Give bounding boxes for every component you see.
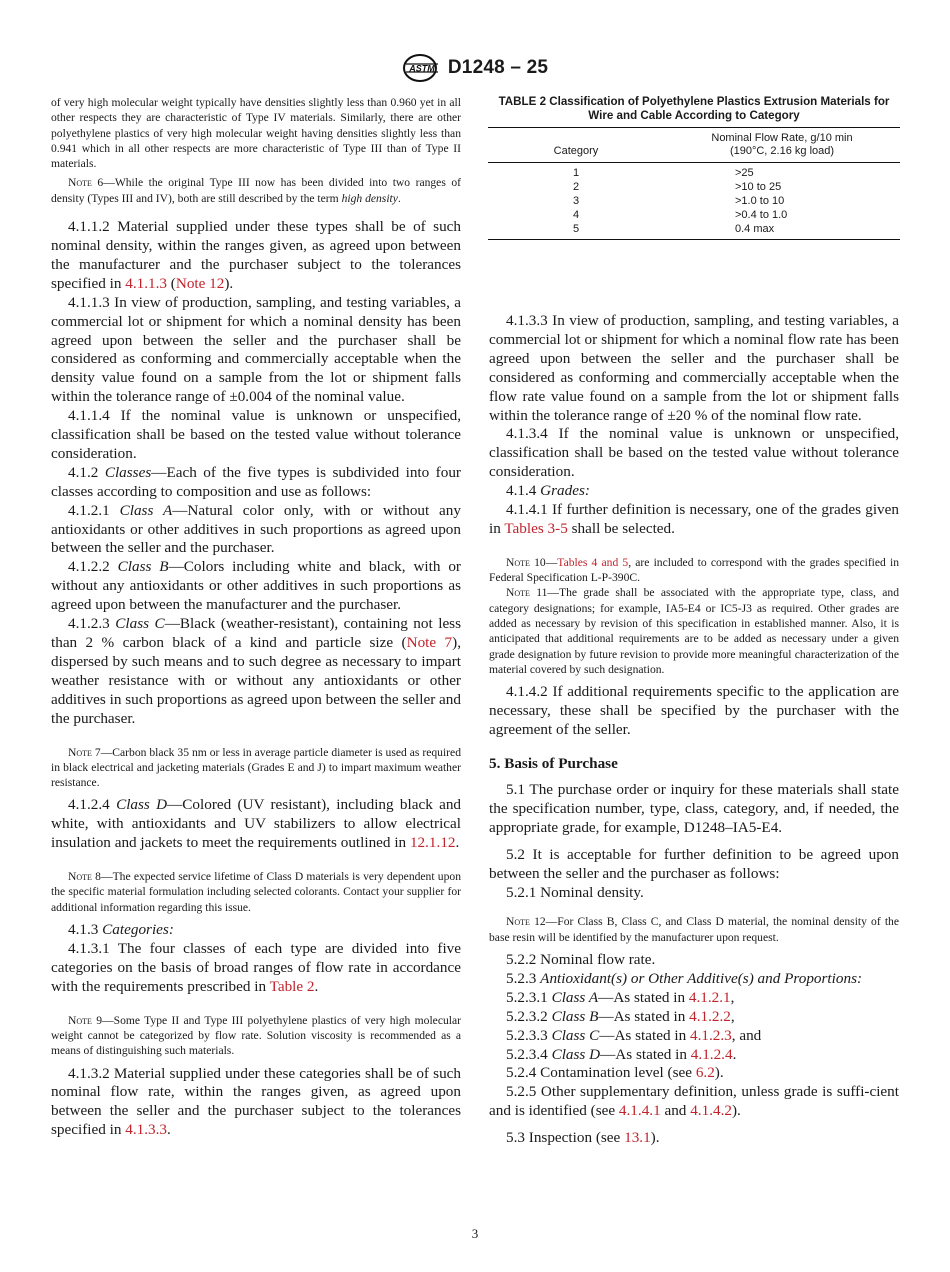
paragraph-4-1-1-4: 4.1.1.4 If the nominal value is unknown or unspecified, classification shall be based on the tested value without tolerance consideration. <box>51 407 461 462</box>
paragraph-4-1-1-3: 4.1.1.3 In view of production, sampling, and testing variables, a commercial lot or shipment for which a nominal density has been agreed upon between the seller and the purchaser shall be considered as conforming and commercially acceptable when the density value found on a sample from the lot or shipment falls within the tolerance range of ±0.004 of the nominal value. <box>51 293 461 406</box>
table-row: 3 >1.0 to 10 <box>572 195 785 207</box>
link-4-1-2-3[interactable]: 4.1.2.3 <box>689 1026 732 1044</box>
paragraph-5-2: 5.2 It is acceptable for further definition to be agreed upon between the seller and the purchaser as follows: <box>489 845 899 882</box>
left-column <box>51 95 461 1140</box>
link-4-1-3-3[interactable]: 4.1.3.3 <box>125 1121 167 1139</box>
paragraph-5-2-5: 5.2.5 Other supplementary definition, unless grade is suffi-cient and is identified (see 4.1.4.1 and 4.1.4.2). <box>489 1083 899 1120</box>
paragraph-4-1-3-4: 4.1.3.4 If the nominal value is unknown or unspecified, classification shall be based on the tested value without tolerance consideration. <box>489 425 899 481</box>
paragraph-4-1-3-1: 4.1.3.1 The four classes of each type are divided into five categories on the basis of broad ranges of flow rate in accordance with the requirements prescribed in Table 2. <box>51 939 461 995</box>
table-row: 1 >25 <box>572 167 754 179</box>
table-2-title: TABLE 2 Classification of Polyethylene Plastics Extrusion Materials for Wire and Cable According to Category <box>498 95 890 122</box>
link-4-1-4-1[interactable]: 4.1.4.1 <box>618 1102 661 1120</box>
paragraph-5-3: 5.3 Inspection (see 13.1). <box>506 1129 660 1147</box>
paragraph-4-1-4-1: 4.1.4.1 If further definition is necessary, one of the grades given in Tables 3-5 shall be selected. <box>489 501 899 537</box>
astm-logo-icon <box>402 53 442 83</box>
note-9: Note 9—Some Type II and Type III polyethylene plastics of very high molecular weight cannot be categorized by flow rate. Solution viscosity is recommended as a means of distinguishing such materials. <box>51 1013 461 1058</box>
paragraph-5-2-3-2: 5.2.3.2 Class B—As stated in 4.1.2.2, <box>506 1007 735 1025</box>
note-7: Note 7—Carbon black 35 nm or less in average particle diameter is used as required in black electrical and jacketing materials (Grades E and J) to impart maximum weather resistance. <box>51 745 461 790</box>
paragraph-continuation: of very high molecular weight typically have densities slightly less than 0.960 yet in all other respects they are characteristic of Type IV materials. Similarly, there are other polyethylene plastics of very high molecular weight having densities slightly less than 0.941 which in all other respects are more characteristic of Type III than of Type II materials. <box>51 96 461 171</box>
paragraph-5-2-1: 5.2.1 Nominal density. <box>506 883 644 901</box>
paragraph-4-1-1-2: 4.1.1.2 Material supplied under these types shall be of such nominal density, within the ranges given, as agreed upon between the manufacturer and the purchaser subject to the tolerances specified in 4.1.1.3 (Note 12). <box>51 218 461 292</box>
paragraph-4-1-4: 4.1.4 Grades: <box>506 482 590 500</box>
link-tables-4-and-5[interactable]: Tables 4 and 5 <box>557 555 629 569</box>
note-10: Note 10—Tables 4 and 5, are included to correspond with the grades specified in Federal Specification L-P-390C. <box>489 555 900 585</box>
paragraph-5-2-4: 5.2.4 Contamination level (see 6.2). <box>506 1064 724 1082</box>
paragraph-5-2-3-1: 5.2.3.1 Class A—As stated in 4.1.2.1, <box>506 988 735 1006</box>
paragraph-5-2-2: 5.2.2 Nominal flow rate. <box>506 951 656 968</box>
paragraph-4-1-2: 4.1.2 Classes—Each of the five types is subdivided into four classes according to composition and use as follows: <box>51 463 461 500</box>
page-header <box>0 53 950 83</box>
table-header-flow-rate: Nominal Flow Rate, g/10 min (190°C, 2.16 kg load) <box>711 132 853 157</box>
note-11: Note 11—The grade shall be associated with the appropriate type, class, and category designations; for example, IA5-E4 or IC5-J3 as required. Other grades are added as necessary by revision of this specification in established manner. Also, it is anticipated that additional requirements are to be added as necessary under a given grade designation by future revision to provide more meaningful characterization of the material covered by such designation. <box>489 586 899 676</box>
paragraph-4-1-4-2: 4.1.4.2 If additional requirements specific to the application are necessary, these shall be specified by the purchaser with the agreement of the seller. <box>489 683 899 739</box>
section-5-heading: 5. Basis of Purchase <box>489 754 618 772</box>
link-12-1-12[interactable]: 12.1.12 <box>409 834 456 852</box>
paragraph-5-2-3: 5.2.3 Antioxidant(s) or Other Additive(s) and Proportions: <box>506 969 863 987</box>
note-8: Note 8—The expected service lifetime of Class D materials is very dependent upon the specific material formulation including selected colorants. Contact your supplier for additional information regarding this issue. <box>51 870 461 914</box>
paragraph-4-1-3-3: 4.1.3.3 In view of production, sampling, and testing variables, a commercial lot or shipment for which a nominal flow rate has been agreed upon between the seller and the purchaser shall be considered as conforming and commercially acceptable when the flow rate value found on a sample from the lot or shipment falls within the tolerance range of ±20 % of the nominal flow rate. <box>489 312 899 424</box>
right-column <box>489 95 899 1148</box>
link-table-2[interactable]: Table 2 <box>269 977 315 995</box>
paragraph-5-2-3-3: 5.2.3.3 Class C—As stated in 4.1.2.3, and <box>506 1026 762 1044</box>
link-note-7[interactable]: Note 7 <box>406 634 453 652</box>
table-row: 5 0.4 max <box>572 223 775 235</box>
paragraph-4-1-2-1: 4.1.2.1 Class A—Natural color only, with or without any antioxidants or other additives in such proportions as agreed upon between the seller and the purchaser. <box>51 501 461 557</box>
paragraph-5-1: 5.1 The purchase order or inquiry for these materials shall state the specification number, type, class, category, and, if needed, the appropriate grade, for example, D1248–IA5-E4. <box>489 780 899 836</box>
spacer <box>489 240 899 312</box>
link-13-1[interactable]: 13.1 <box>624 1129 651 1147</box>
link-4-1-2-1[interactable]: 4.1.2.1 <box>688 988 731 1006</box>
link-6-2[interactable]: 6.2 <box>695 1064 715 1082</box>
link-note-12[interactable]: Note 12 <box>175 274 225 292</box>
note-12: Note 12—For Class B, Class C, and Class D material, the nominal density of the base resin will be identified by the manufacturer upon request. <box>489 915 899 944</box>
link-tables-3-5[interactable]: Tables 3-5 <box>504 519 568 537</box>
paragraph-4-1-3: 4.1.3 Categories: <box>68 921 174 939</box>
page-number: 3 <box>471 1226 479 1241</box>
paragraph-4-1-2-2: 4.1.2.2 Class B—Colors including white and black, with or without any antioxidants or other additives in such proportions as agreed upon between the manufacturer and the purchaser. <box>51 558 461 614</box>
table-row: 2 >10 to 25 <box>572 181 782 193</box>
link-4-1-2-2[interactable]: 4.1.2.2 <box>689 1007 731 1025</box>
document-id: D1248 – 25 <box>447 57 549 78</box>
link-4-1-1-3[interactable]: 4.1.1.3 <box>125 274 167 292</box>
table-2 <box>488 127 900 240</box>
paragraph-4-1-2-3: 4.1.2.3 Class C—Black (weather-resistant), containing not less than 2 % carbon black of a kind and particle size (Note 7), dispersed by such means and to such degree as necessary to impart weather resistance with or without any antioxidants or other additives in such proportions as agreed upon between the seller and the purchaser. <box>51 615 462 727</box>
link-4-1-2-4[interactable]: 4.1.2.4 <box>690 1045 733 1063</box>
link-4-1-4-2[interactable]: 4.1.4.2 <box>690 1102 732 1120</box>
svg-text:ASTM: ASTM <box>409 63 435 74</box>
table-header-category: Category <box>553 145 599 157</box>
table-row: 4 >0.4 to 1.0 <box>572 209 788 221</box>
paragraph-4-1-3-2: 4.1.3.2 Material supplied under these categories shall be of such nominal flow rate, within the ranges given, as agreed upon between the seller and the purchaser subject to the tolerances specified in 4.1.3.3. <box>51 1064 461 1139</box>
paragraph-4-1-2-4: 4.1.2.4 Class D—Colored (UV resistant), including black and white, with antioxidants and UV stabilizers to allow electrical insulation and jackets to meet the requirements outlined in 12.1.12. <box>51 796 462 852</box>
paragraph-5-2-3-4: 5.2.3.4 Class D—As stated in 4.1.2.4. <box>506 1045 737 1063</box>
note-6: Note 6—While the original Type III now has been divided into two ranges of density (Types III and IV), both are still described by the term high density. <box>51 176 461 205</box>
